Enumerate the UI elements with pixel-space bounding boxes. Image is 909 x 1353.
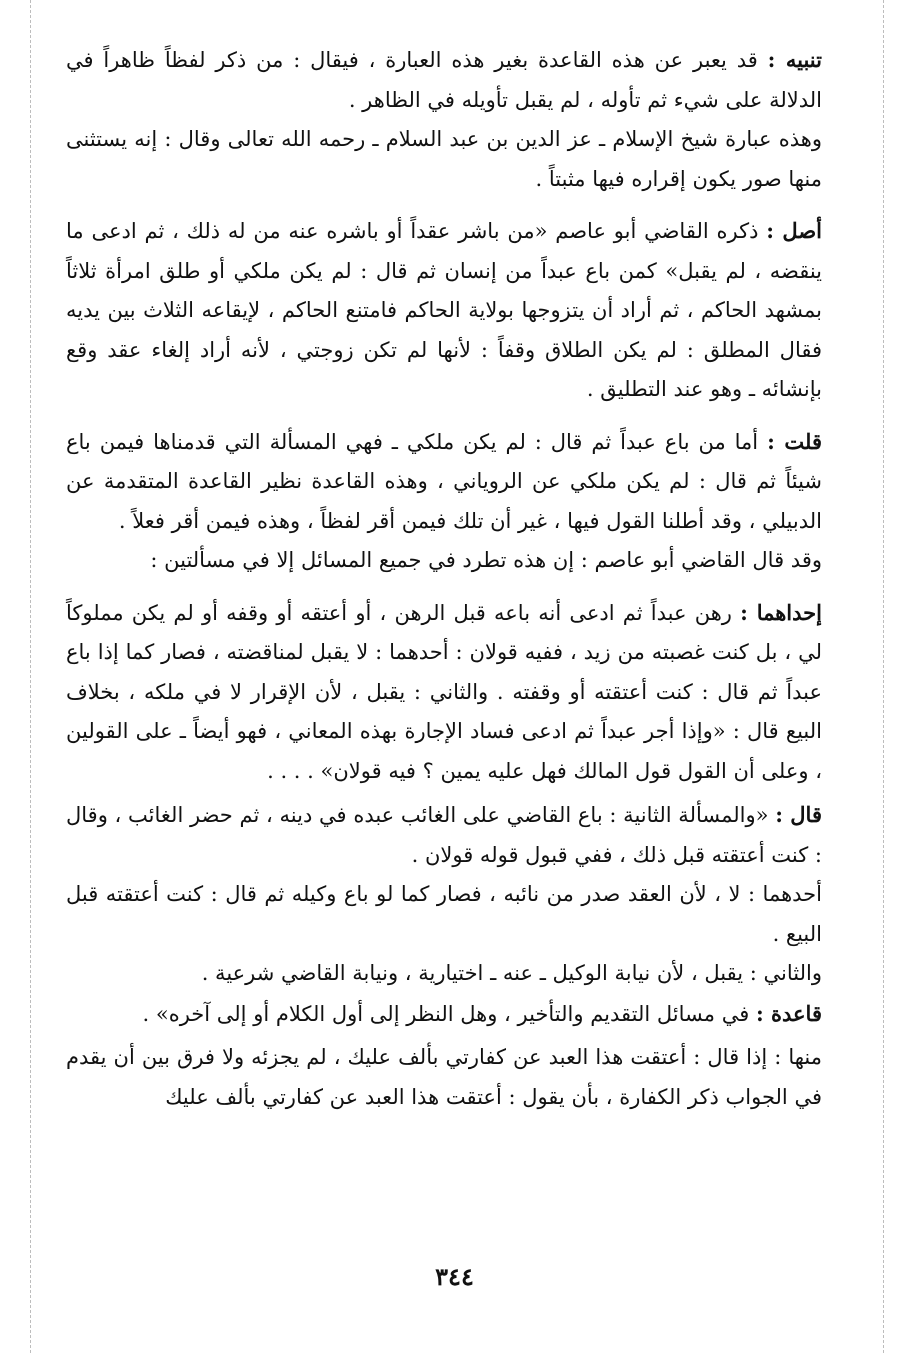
paragraph-ibarah (66, 120, 822, 199)
paragraph-text: ذكره القاضي أبو عاصم «من باشر عقداً أو باشره عنه من له ذلك ، ثم ادعى ما ينقضه ، لم يقبل» كمن باع عبداً من إنسان ثم قال : لم يكن ملكي أو طلق امرأة ثلاثاً بمشهد الحاكم ، ثم أراد أن يتزوجها بولاية الحاكم فامتنع الحاكم ، لإيقاعه الثلاث بين يديه فقال المطلق : لم يكن الطلاق وقفاً : لأنها لم تكن زوجتي ، لأنه أراد إلغاء عقد وقع بإنشائه ـ وهو عند التطليق . (66, 219, 822, 401)
paragraph-gap (66, 199, 822, 211)
paragraph-lead: قاعدة : (755, 1000, 822, 1026)
paragraph-text: أحدهما : لا ، لأن العقد صدر من نائبه ، فصار كما لو باع وكيله ثم قال : كنت أعتقته قبل البيع . (66, 882, 822, 946)
paragraph-thani (66, 954, 822, 994)
paragraph-lead: قال : (775, 802, 822, 827)
paragraph-text: في مسائل التقديم والتأخير ، وهل النظر إلى أول الكلام أو إلى آخره» . (142, 1001, 756, 1026)
paragraph-text: وهذه عبارة شيخ الإسلام ـ عز الدين بن عبد السلام ـ رحمه الله تعالى وقال : إنه يستثنى منها صور يكون إقراره فيها مثبتاً . (66, 127, 822, 191)
paragraph-ahaduhuma (66, 875, 822, 954)
page-number: ٣٤٤ (435, 1262, 474, 1291)
paragraph-text: أما من باع عبداً ثم قال : لم يكن ملكي ـ فهي المسألة التي قدمناها فيمن باع شيئاً ثم قال : لم يكن ملكي عن الروياني ، وهذه القاعدة نظير القاعدة المتقدمة عن الدبيلي ، وقد أطلنا القول فيها ، غير أن تلك فيمن أقر لفظاً ، وهذه فيمن أقر فعلاً . (66, 429, 822, 533)
paragraph-text: قد يعبر عن هذه القاعدة بغير هذه العبارة ، فيقال : من ذكر لفظاً ظاهراً في الدلالة على شيء ثم تأوله ، لم يقبل تأويله في الظاهر . (66, 48, 822, 112)
paragraph-minha (66, 1038, 822, 1117)
paragraph-text: منها : إذا قال : أعتقت هذا العبد عن كفارتي بألف عليك ، لم يجزئه ولا فرق بين أن يقدم في الجواب ذكر الكفارة ، بأن يقول : أعتقت هذا العبد عن كفارتي بألف عليك (66, 1045, 822, 1109)
scan-margin-line-left (30, 0, 31, 1353)
paragraph-lead: إحداهما : (740, 599, 822, 625)
scan-margin-line-right (883, 0, 884, 1353)
paragraph-qala (66, 795, 822, 875)
paragraph-qultu (66, 422, 822, 542)
paragraph-asl (66, 211, 822, 410)
paragraph-abu-asim (66, 541, 822, 581)
paragraph-lead: تنبيه : (767, 47, 822, 72)
paragraph-lead: قلت : (767, 428, 822, 454)
paragraph-gap (66, 410, 822, 422)
paragraph-gap (66, 581, 822, 593)
paragraph-tanbih (66, 40, 822, 120)
paragraph-ihdahuma (66, 593, 822, 792)
paragraph-text: «والمسألة الثانية : باع القاضي على الغائب عبده في دينه ، ثم حضر الغائب ، وقال : كنت أعتقته قبل ذلك ، ففي قبول قوله قولان . (66, 803, 822, 867)
paragraph-lead: أصل : (766, 218, 822, 243)
page-body (66, 40, 822, 1117)
paragraph-text: وقد قال القاضي أبو عاصم : إن هذه تطرد في جميع المسائل إلا في مسألتين : (150, 548, 822, 572)
paragraph-qaida (66, 994, 822, 1035)
paragraph-text: رهن عبداً ثم ادعى أنه باعه قبل الرهن ، أو أعتقه أو وقفه أو لم يكن مملوكاً لي ، بل كنت غصبته من زيد ، ففيه قولان : أحدهما : لا يقبل لمناقضته ، فصار كما إذا باع عبداً ثم قال : كنت أعتقته أو وقفته . والثاني : يقبل ، لأن الإقرار لا في ملكه ، بخلاف البيع قال : «وإذا أجر عبداً ثم ادعى فساد الإجارة بهذه المعاني ، فهو أيضاً ـ على القولين ، وعلى أن القول قول المالك فهل عليه يمين ؟ فيه قولان» . . . . (66, 600, 822, 783)
paragraph-text: والثاني : يقبل ، لأن نيابة الوكيل ـ عنه ـ اختيارية ، ونيابة القاضي شرعية . (201, 961, 822, 985)
